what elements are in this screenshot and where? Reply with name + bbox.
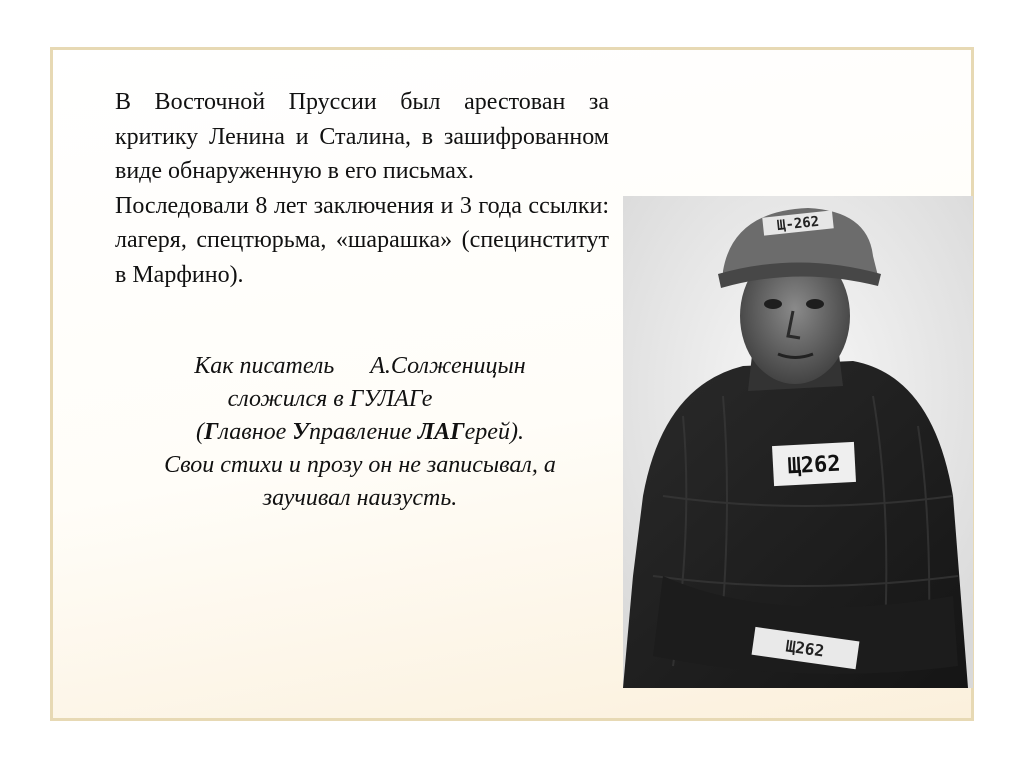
quote-line-3: (Главное Управление ЛАГерей).: [196, 419, 524, 445]
chest-number: Щ262: [786, 451, 842, 480]
italic-quote: [110, 350, 610, 515]
paragraph-arrest: В Восточной Пруссии был арестован за критику Ленина и Сталина, в зашифрованном виде обнаруженную в его письмах.: [115, 89, 609, 184]
cap-number: Щ-262: [776, 213, 820, 235]
quote-line-4: Свои стихи и прозу он не записывал, а: [164, 452, 556, 478]
quote-line-5: заучивал наизусть.: [262, 485, 458, 511]
quote-line-2: сложился в ГУЛАГе: [227, 386, 433, 412]
prisoner-photo: [623, 196, 973, 688]
quote-line-1: Как писатель А.Солженицын: [194, 353, 526, 379]
prisoner-photo-drawing: [623, 196, 973, 688]
knee-number: Щ262: [784, 636, 826, 661]
paragraph-imprisonment: Последовали 8 лет заключения и 3 года ссылки: лагеря, спецтюрьма, «шарашка» (специнститут в Марфино).: [115, 192, 609, 288]
main-text: [115, 85, 609, 292]
